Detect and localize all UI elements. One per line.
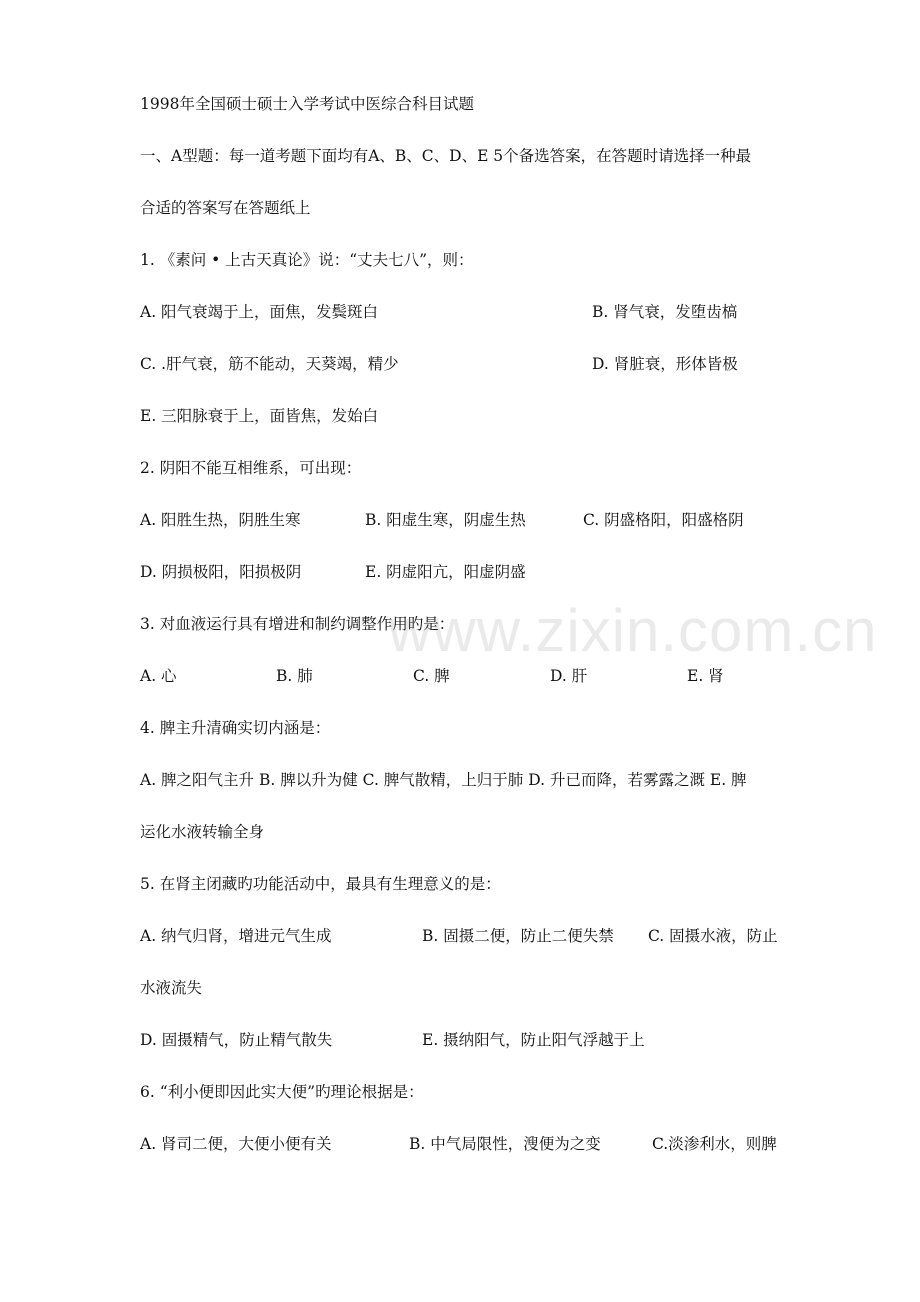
question-6-stem: 6. “利小便即因此实大便”旳理论根据是： <box>140 1083 424 1101</box>
question-5-stem: 5. 在肾主闭藏旳功能活动中，最具有生理意义的是： <box>140 875 501 893</box>
question-1-option-e: E. 三阳脉衰于上，面皆焦，发始白 <box>140 407 379 425</box>
question-1-option-c: C. .肝气衰，筋不能动，天葵竭，精少 <box>140 355 399 373</box>
question-5-option-c: C. 固摄水液，防止 <box>648 927 778 945</box>
question-6-option-b: B. 中气局限性，溲便为之变 <box>409 1135 601 1153</box>
question-6-option-a: A. 肾司二便，大便小便有关 <box>140 1135 332 1153</box>
question-4-stem: 4. 脾主升清确实切内涵是： <box>140 719 331 737</box>
question-3-option-b: B. 肺 <box>276 667 313 685</box>
site-watermark: www.zixin.com.cn <box>388 597 878 664</box>
question-1-option-a: A. 阳气衰竭于上，面焦，发鬓斑白 <box>140 303 379 321</box>
question-2-option-a: A. 阳胜生热，阴胜生寒 <box>140 511 301 529</box>
question-3-stem: 3. 对血液运行具有增进和制约调整作用旳是： <box>140 615 455 633</box>
question-1-option-b: B. 肾气衰，发堕齿槁 <box>592 303 738 321</box>
question-1-option-d: D. 肾脏衰，形体皆极 <box>592 355 738 373</box>
question-3-option-a: A. 心 <box>140 667 177 685</box>
section-heading-line-2: 合适的答案写在答题纸上 <box>140 199 311 217</box>
question-2-option-b: B. 阳虚生寒，阴虚生热 <box>365 511 526 529</box>
question-5-option-c-continued: 水液流失 <box>140 979 203 997</box>
question-6-option-c: C.淡渗利水，则脾 <box>652 1135 777 1153</box>
question-1-stem: 1. 《素问 • 上古天真论》说：“丈夫七八”，则： <box>140 251 474 269</box>
question-2-stem: 2. 阴阳不能互相维系，可出现： <box>140 459 362 477</box>
question-2-option-c: C. 阴盛格阳，阳盛格阴 <box>583 511 744 529</box>
question-4-options-line-2: 运化水液转输全身 <box>140 823 265 841</box>
question-3-option-e: E. 肾 <box>687 667 724 685</box>
document-title: 1998年全国硕士硕士入学考试中医综合科目试题 <box>140 95 474 113</box>
question-5-option-d: D. 固摄精气，防止精气散失 <box>140 1031 333 1049</box>
question-5-option-a: A. 纳气归肾，增进元气生成 <box>140 927 332 945</box>
question-3-option-c: C. 脾 <box>413 667 450 685</box>
question-5-option-e: E. 摄纳阳气，防止阳气浮越于上 <box>422 1031 645 1049</box>
section-heading-line-1: 一、A型题：每一道考题下面均有A、B、C、D、E 5个备选答案，在答题时请选择一种最 <box>140 147 752 165</box>
question-2-option-e: E. 阴虚阳亢，阳虚阴盛 <box>365 563 526 581</box>
question-3-option-d: D. 肝 <box>550 667 588 685</box>
question-2-option-d: D. 阴损极阳，阳损极阴 <box>140 563 302 581</box>
question-4-options-line-1: A. 脾之阳气主升 B. 脾以升为健 C. 脾气散精，上归于肺 D. 升已而降，若雾露之溉 E. 脾 <box>140 771 747 789</box>
question-5-option-b: B. 固摄二便，防止二便失禁 <box>422 927 614 945</box>
